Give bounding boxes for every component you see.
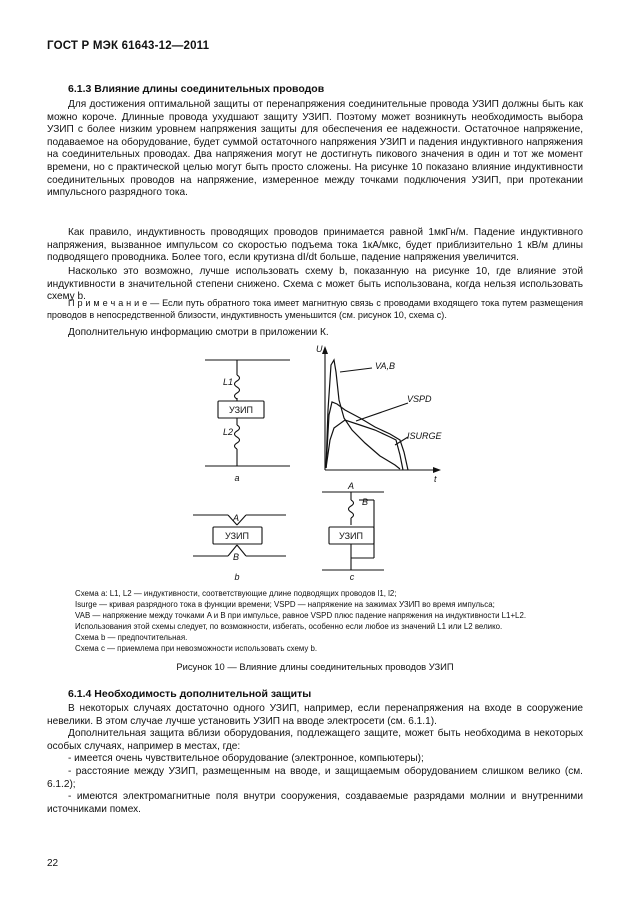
spd-box-label-c: УЗИП: [339, 531, 363, 541]
curve-vspd-label: VSPD: [407, 394, 432, 404]
section-614-heading: 6.1.4 Необходимость дополнительной защиты: [68, 688, 312, 700]
scheme-b-label: b: [234, 572, 240, 582]
curve-vab-label: VA,B: [375, 361, 396, 371]
figure-legend-5: Схема b — предпочтительная.: [75, 633, 188, 642]
figure-legend-3: VAB — напряжение между точками A и B при импульсе, равное VSPD плюс падение напряжения на индуктивности L1+L2.: [75, 611, 527, 620]
figure-legend-2: Isurge — кривая разрядного тока в функции времени; VSPD — напряжение на зажимах УЗИП во время импульса;: [75, 600, 495, 609]
section-613-paragraph-1: Для достижения оптимальной защиты от перенапряжения соединительные провода УЗИП должны быть как можно короче. Длинные провода ухудшают защиту УЗИП. Поэтому может возникнуть необходимость выбора УЗИП с более низким уровнем напряжения защиты для обеспечения ее надежности. Остаточное напряжение, подаваемое на оборудование, будет суммой остаточного напряжения УЗИП и падения индуктивного напряжения на соединительных проводах. Два напряжения могут не достигнуть пикового значения в один и тот же момент времени, но с практической целью могут быть просто сложены. На рисунке 10 показано влияние индуктивности соединительных проводов на напряжение, измеренное между точками подключения УЗИП, при протекании импульсного разрядного тока.: [47, 99, 583, 199]
section-614-bullet-2: - расстояние между УЗИП, размещенным на вводе, и защищаемым оборудованием слишком велико (см. 6.1.2);: [47, 766, 583, 790]
section-613-heading: 6.1.3 Влияние длины соединительных проводов: [68, 83, 325, 95]
figure-legend-1: Схема a: L1, L2 — индуктивности, соответствующие длине подводящих проводов l1, l2;: [75, 589, 397, 598]
point-a-label-b: A: [232, 513, 240, 523]
section-613-paragraph-2: Как правило, индуктивность проводящих проводов принимается равной 1мкГн/м. Падение индуктивного напряжения, вызванное импульсом со скоростью подъема тока 1кА/мкс, будет приблизительно 1 кВ/м длины подводящего проводника. Более того, если крутизна dI/dt больше, падение напряжения увеличится.: [47, 227, 583, 264]
scheme-a-label: a: [234, 473, 240, 483]
section-614-bullet-1: - имеется очень чувствительное оборудование (электронное, компьютеры);: [68, 753, 424, 764]
section-614-paragraph-2: Дополнительная защита вблизи оборудования, подлежащего защите, может быть необходима в некоторых особых случаях, например в местах, где:: [47, 728, 583, 752]
spd-box-label-a: УЗИП: [229, 405, 253, 415]
spd-box-label-b: УЗИП: [225, 531, 249, 541]
curve-isurge-label: ISURGE: [407, 431, 442, 441]
section-614-paragraph-1: В некоторых случаях достаточно одного УЗИП, например, если перенапряжения на входе в сооружение невелики. В этом случае лучше установить УЗИП на вводе электросети (см. 6.1.1).: [47, 703, 583, 727]
point-a-label-c: A: [347, 481, 355, 491]
section-613-paragraph-3: Насколько это возможно, лучше использовать схему b, показанную на рисунке 10, где влияние этой индуктивности в значительной степени снижено. Схема c может быть использована, когда нельзя использовать схему b.: [47, 266, 583, 303]
axis-t-label: t: [434, 474, 437, 484]
point-b-label-c: B: [362, 497, 369, 507]
point-b-label-b: B: [232, 552, 240, 562]
axis-u-label: U: [316, 344, 323, 354]
page-number: 22: [47, 858, 59, 869]
standard-header: ГОСТ Р МЭК 61643-12—2011: [47, 40, 210, 52]
scheme-c-label: c: [349, 572, 355, 582]
inductance-l1-label: L1: [223, 377, 234, 387]
section-613-note: П р и м е ч а н и е — Если путь обратного тока имеет магнитную связь с проводами входящего тока путем размещения проводов в непосредственной близости, индуктивность уменьшится (см. рисунок 10, схема c).: [47, 298, 583, 321]
section-613-paragraph-4: Дополнительную информацию смотри в приложении К.: [68, 327, 329, 338]
figure-caption: Рисунок 10 — Влияние длины соединительных проводов УЗИП: [176, 661, 454, 672]
figure-legend-4: Использования этой схемы следует, по возможности, избегать, особенно если любое из значений L1 или L2 велико.: [75, 622, 503, 631]
section-614-bullet-3: - имеются электромагнитные поля внутри сооружения, создаваемые разрядами молнии и внутренними источниками помех.: [47, 791, 583, 815]
figure-legend-6: Схема c — приемлема при невозможности использовать схему b.: [75, 644, 318, 653]
inductance-l2-label: L2: [223, 427, 234, 437]
